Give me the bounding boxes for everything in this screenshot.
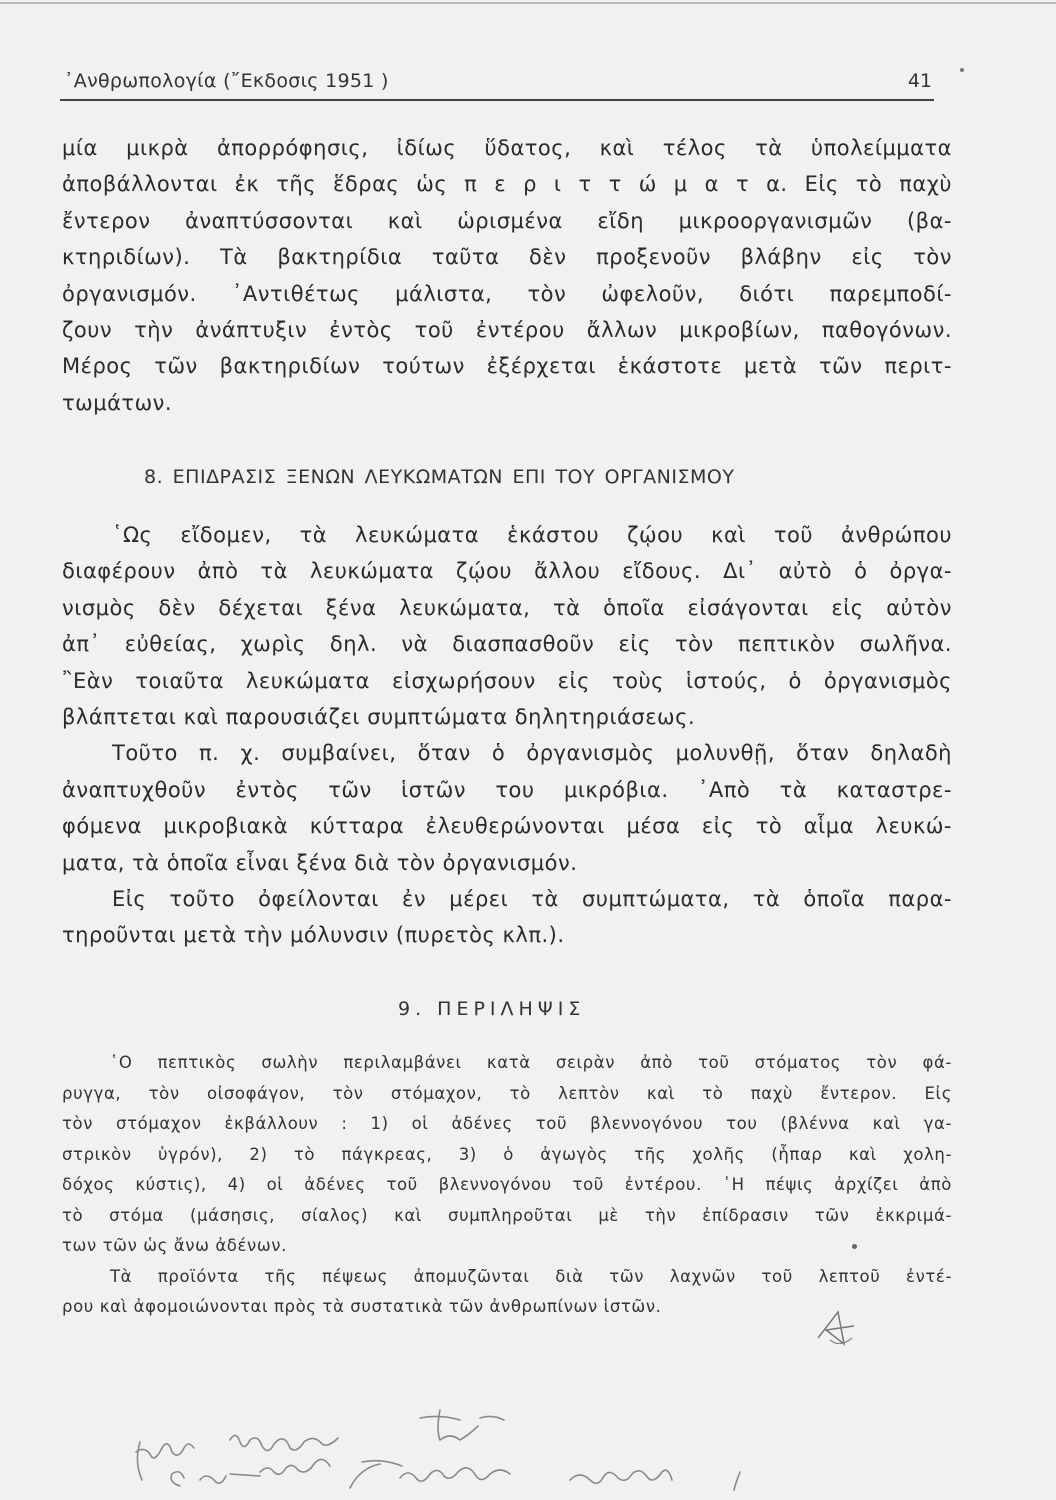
handwriting-line-1: μαζί γάλα [136, 1460, 142, 1461]
summary-line: ῾Ο πεπτικὸς σωλὴν περιλαμβάνει κατὰ σειρὰν ἀπὸ τοῦ στόματος τὸν φά- [110, 1053, 952, 1072]
text-line: ῍Εὰν τοιαῦτα λευκώματα εἰσχωρήσουν εἰς τοὺς ἱστούς, ὁ ὀργανισμὸς [62, 668, 952, 693]
summary-line: τὸν στόμαχον ἐκβάλλουν : 1) οἱ ἀδένες τοῦ βλεννογόνου του (βλέννα καὶ γα- [62, 1114, 952, 1133]
section8-paragraphs [62, 517, 952, 954]
text-line: ματα, τὰ ὁποῖα εἶναι ξένα διὰ τὸν ὀργανισμόν. [62, 850, 578, 875]
summary-line: Τὰ προϊόντα τῆς πέψεως ἀπομυζῶνται διὰ τῶν λαχνῶν τοῦ λεπτοῦ ἐντέ- [110, 1266, 952, 1286]
page-number: 41 [907, 70, 932, 92]
text-line: Τοῦτο π. χ. συμβαίνει, ὅταν ὁ ὀργανισμὸς μολυνθῇ, ὅταν δηλαδὴ [112, 741, 952, 766]
pencil-mark-icon [808, 1300, 868, 1360]
summary-line: ρυγγα, τὸν οἰσοφάγον, τὸν στόμαχον, τὸ λεπτὸν καὶ τὸ παχὺ ἔντερον. Εἰς [62, 1083, 952, 1103]
text-line: ῾Ως εἴδομεν, τὰ λευκώματα ἑκάστου ζῴου καὶ τοῦ ἀνθρώπου [112, 523, 952, 547]
summary-line: δόχος κύστις), 4) οἱ ἀδένες τοῦ βλεννογόνου τοῦ ἐντέρου. ῾Η πέψις ἀρχίζει ἀπὸ [62, 1175, 952, 1194]
text-line: φόμενα μικροβιακὰ κύτταρα ἐλευθερώνονται μέσα εἰς τὸ αἷμα λευκώ- [62, 814, 952, 839]
ink-speck [852, 1244, 857, 1249]
section7-paragraph [62, 130, 952, 421]
summary-line: ρου καὶ ἀφομοιώνονται πρὸς τὰ συστατικὰ τῶν ἀνθρωπίνων ἱστῶν. [62, 1297, 662, 1316]
handwriting-line-2: τσάι-ζάχαρη [180, 1492, 187, 1493]
section8-heading: 8. ΕΠΙΔΡΑΣΙΣ ΞΕΝΩΝ ΛΕΥΚΩΜΑΤΩΝ ΕΠΙ ΤΟΥ ΟΡΓΑΝΙΣΜΟΥ [144, 466, 735, 488]
ink-speck [960, 68, 964, 72]
summary-line: των τῶν ὡς ἄνω ἀδένων. [62, 1236, 287, 1255]
text-line: διαφέρουν ἀπὸ τὰ λευκώματα ζῴου ἄλλου εἴδους. Δι᾿ αὐτὸ ὁ ὀργα- [62, 559, 952, 584]
running-title: ᾿Ανθρωπολογία (῎Εκδοσις 1951 ) [64, 70, 389, 92]
text-line: τωμάτων. [62, 390, 173, 415]
text-line: ὀργανισμόν. ᾿Αντιθέτως μάλιστα, τὸν ὠφελοῦν, διότι παρεμποδί- [62, 281, 952, 306]
section9-heading: 9. ΠΕΡΙΛΗΨΙΣ [398, 998, 586, 1020]
text-line: ἀπ᾿ εὐθείας, χωρὶς δηλ. νὰ διασπασθοῦν εἰς τὸν πεπτικὸν σωλῆνα. [62, 632, 952, 657]
text-line: κτηριδίων). Τὰ βακτηρίδια ταῦτα δὲν προξενοῦν βλάβην εἰς τὸν [62, 245, 952, 270]
text-line: βλάπτεται καὶ παρουσιάζει συμπτώματα δηλητηριάσεως. [62, 704, 696, 729]
running-header [64, 66, 932, 98]
header-rule [60, 99, 934, 101]
text-line: Εἰς τοῦτο ὀφείλονται ἐν μέρει τὰ συμπτώματα, τὰ ὁποῖα παρα- [112, 886, 952, 911]
text-line: μία μικρὰ ἀπορρόφησις, ἰδίως ὕδατος, καὶ τέλος τὰ ὑπολείμματα [62, 136, 952, 160]
section9-summary [62, 1048, 952, 1323]
text-line: ἀναπτυχθοῦν ἐντὸς τῶν ἱστῶν του μικρόβια. ᾿Απὸ τὰ καταστρε- [62, 777, 952, 802]
text-line: νισμὸς δὲν δέχεται ξένα λευκώματα, τὰ ὁποῖα εἰσάγονται εἰς αὐτὸν [62, 595, 952, 620]
text-line: ἀποβάλλονται ἐκ τῆς ἕδρας ὡς π ε ρ ι τ τ ώ μ α τ α. Εἰς τὸ παχὺ [62, 172, 952, 197]
summary-line: τὸ στόμα (μάσησις, σίαλος) καὶ συμπληροῦται μὲ τὴν ἐπίδρασιν τῶν ἐκκριμά- [62, 1205, 952, 1225]
text-line: Μέρος τῶν βακτηριδίων τούτων ἐξέρχεται ἑκάστοτε μετὰ τῶν περιτ- [62, 354, 952, 379]
text-line: ζουν τὴν ἀνάπτυξιν ἐντὸς τοῦ ἐντέρου ἄλλων μικροβίων, παθογόνων. [62, 317, 952, 342]
scan-top-edge [0, 2, 1056, 4]
text-line: τηροῦνται μετὰ τὴν μόλυνσιν (πυρετὸς κλπ.). [62, 923, 565, 948]
summary-line: στρικὸν ὑγρόν), 2) τὸ πάγκρεας, 3) ὁ ἀγωγὸς τῆς χολῆς (ἧπαρ καὶ χολη- [62, 1144, 952, 1164]
handwritten-notes [100, 1400, 800, 1500]
text-line: ἔντερον ἀναπτύσσονται καὶ ὡρισμένα εἴδη μικροοργανισμῶν (βα- [62, 208, 952, 233]
